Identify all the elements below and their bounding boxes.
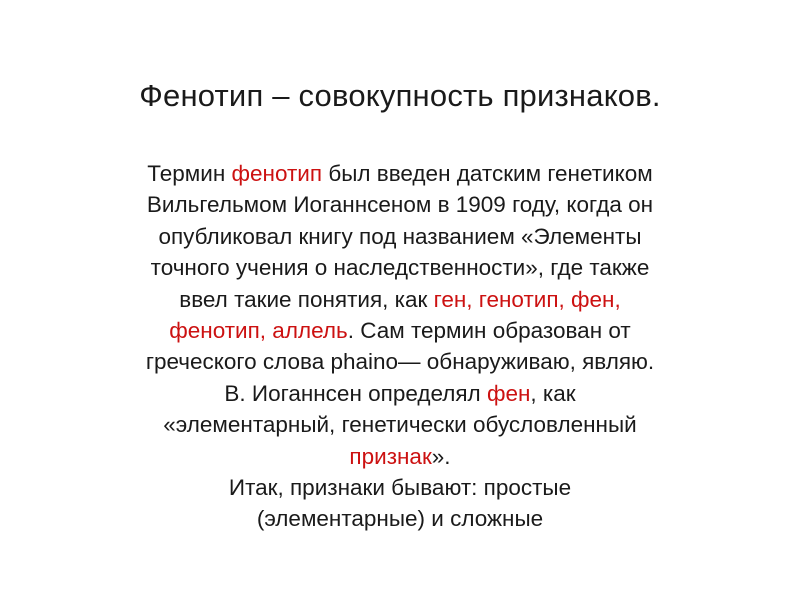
highlighted-term: признак [349,443,432,469]
body-text-segment: Термин [147,161,232,186]
body-text-segment: . Сам термин образован от [347,318,631,344]
body-text-segment: ввел такие понятия, как [179,286,434,312]
slide-body-text [60,158,740,535]
body-text-segment: «элементарный, генетически обусловленный [163,412,637,438]
body-line [60,346,740,377]
body-line [60,409,740,440]
body-line [60,472,740,503]
body-line [60,221,740,252]
body-line [60,158,740,189]
slide-title: Фенотип – совокупность признаков. [139,78,661,113]
body-text-segment: опубликовал книгу под названием «Элементы [158,223,642,249]
body-line [60,189,740,220]
body-text-segment: В. Иоганнсен определял [224,380,487,406]
highlighted-term: фенотип [231,161,323,186]
body-line [60,252,740,283]
body-line [60,378,740,409]
body-text-segment: Итак, признаки бывают: простые [228,475,572,501]
body-text-segment: ». [431,443,451,469]
body-line [60,441,740,472]
highlighted-term: фен [486,380,531,406]
highlighted-term: фенотип, аллель [169,318,348,344]
body-line [60,503,740,534]
body-text-segment: , как [530,380,576,406]
body-text-segment: греческого слова phaino— обнаруживаю, являю. [145,349,655,375]
body-text-segment: был введен датским генетиком [322,161,653,186]
body-text-segment: точного учения о наследственности», где также [150,255,650,281]
body-line [60,284,740,315]
body-text-segment: Вильгельмом Иоганнсеном в 1909 году, когда он [146,192,654,218]
body-text-segment: (элементарные) и сложные [256,506,544,532]
body-line [60,315,740,346]
highlighted-term: ген, генотип, фен, [433,286,621,312]
